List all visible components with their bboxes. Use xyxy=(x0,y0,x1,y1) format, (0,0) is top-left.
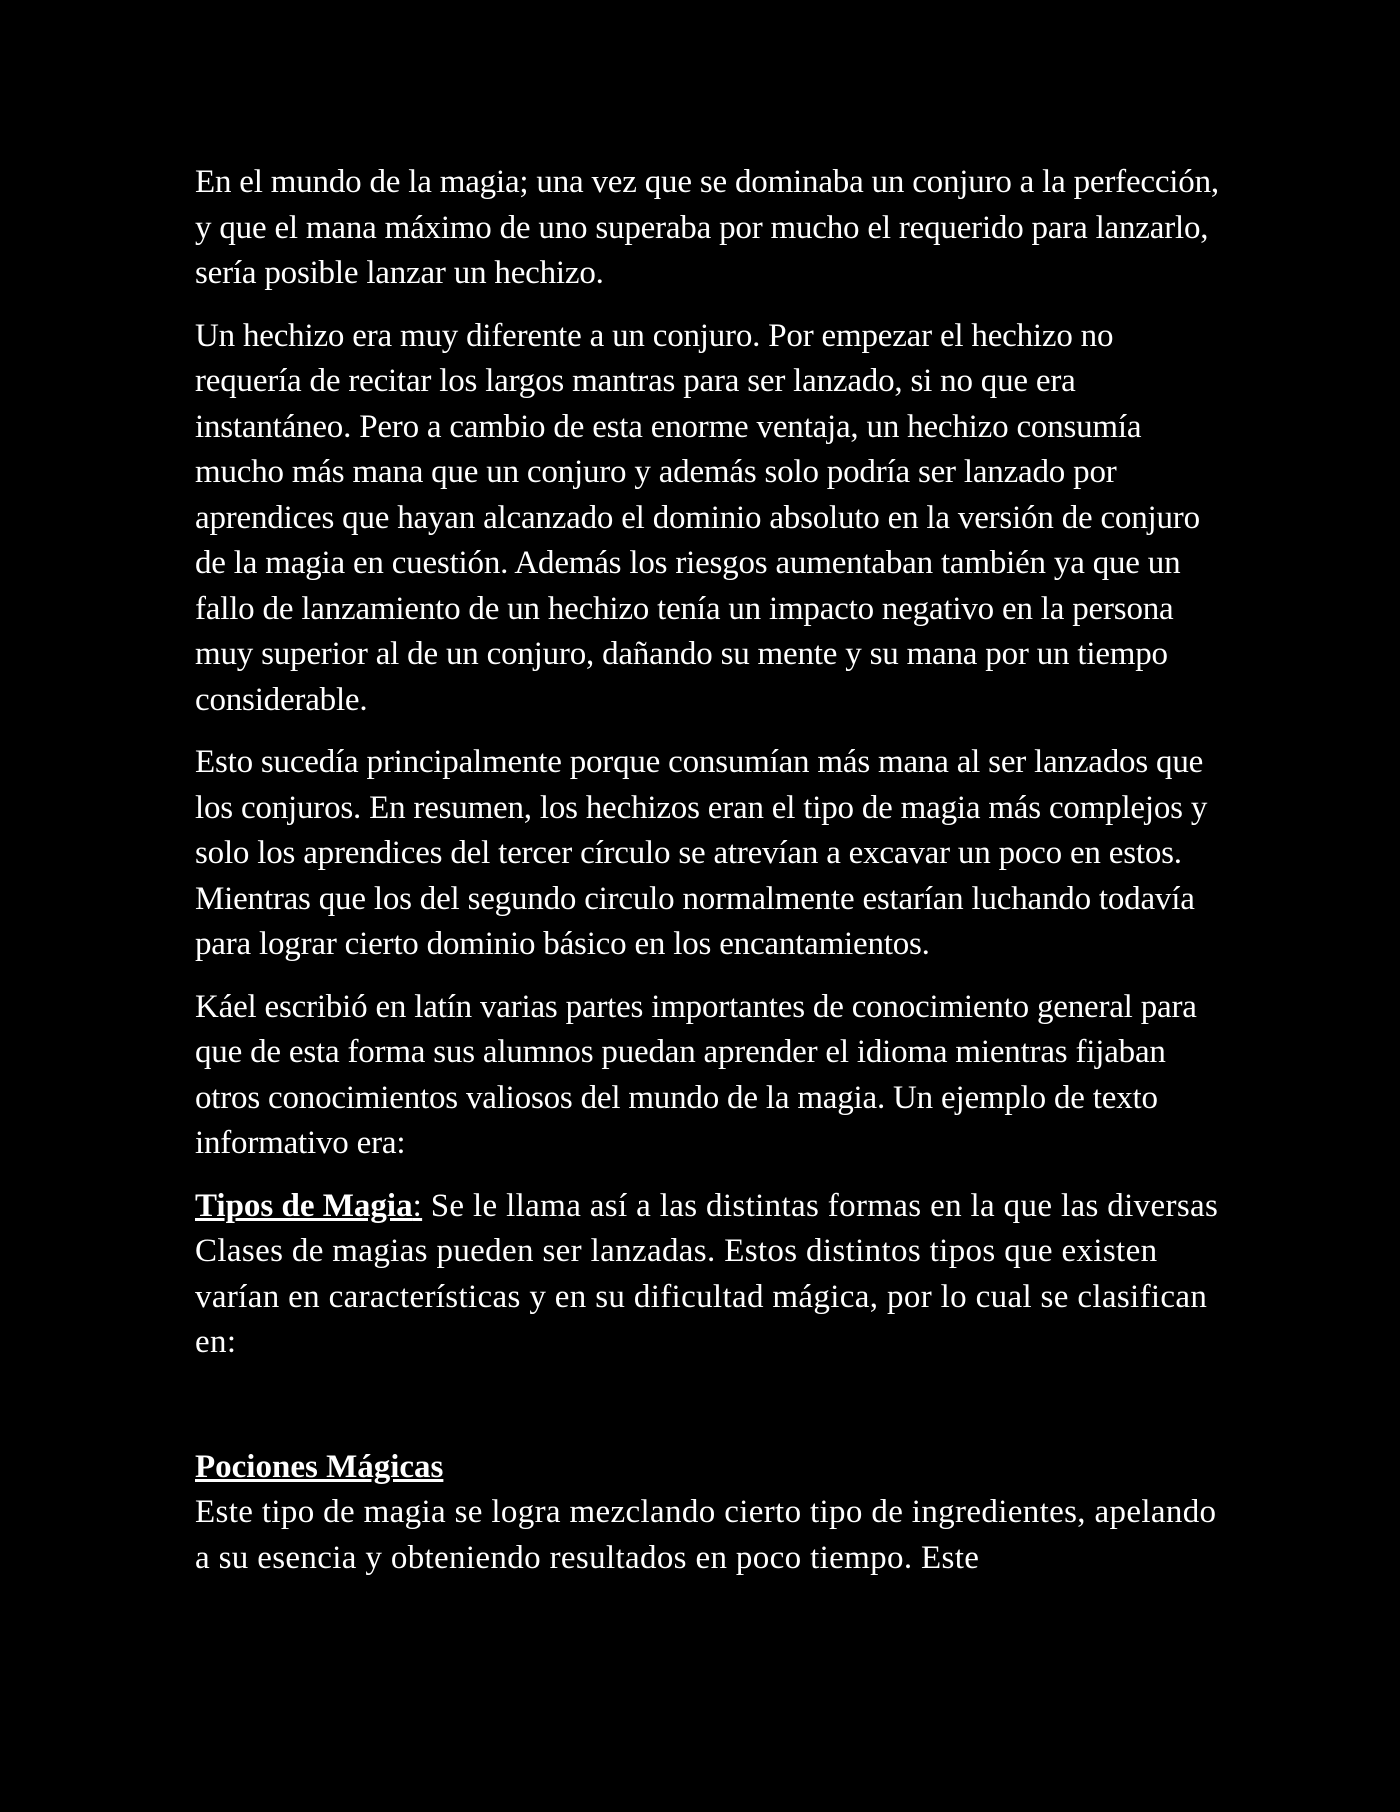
section-text: Este tipo de magia se logra mezclando cierto tipo de ingredientes, apelando a su esencia y obteniendo resultados en poco tiempo. Este xyxy=(195,1494,1217,1576)
definition-colon: : xyxy=(412,1187,423,1224)
section-gap xyxy=(195,1383,1225,1445)
paragraph-4: Káel escribió en latín varias partes importantes de conocimiento general para que de esta forma sus alumnos puedan aprender el idioma mientras fijaban otros conocimientos valiosos del mundo de la magia. Un ejemplo de texto informativo era: xyxy=(195,988,1197,1161)
paragraph-1: En el mundo de la magia; una vez que se dominaba un conjuro a la perfección, y que el mana máximo de uno superaba por mucho el requerido para lanzarlo, sería posible lanzar un hechizo. xyxy=(195,164,1219,291)
text-column xyxy=(195,160,1225,1598)
definition-text: Se le llama así a las distintas formas en la que las diversas Clases de magias pueden ser lanzadas. Estos distintos tipos que existen varían en características y en su dificultad mágica, por lo cual se clasifican en: xyxy=(195,1187,1219,1360)
definition-paragraph xyxy=(195,1184,1225,1366)
section-heading: Pociones Mágicas xyxy=(195,1448,444,1485)
paragraph-2: Un hechizo era muy diferente a un conjuro. Por empezar el hechizo no requería de recitar los largos mantras para ser lanzado, si no que era instantáneo. Pero a cambio de esta enorme ventaja, un hechizo consumía mucho más mana que un conjuro y además solo podría ser lanzado por aprendices que hayan alcanzado el dominio absoluto en la versión de conjuro de la magia en cuestión. Además los riesgos aumentaban también ya que un fallo de lanzamiento de un hechizo tenía un impacto negativo en la persona muy superior al de un conjuro, dañando su mente y su mana por un tiempo considerable. xyxy=(195,317,1200,718)
definition-term: Tipos de Magia xyxy=(195,1187,413,1224)
paragraph-3: Esto sucedía principalmente porque consumían más mana al ser lanzados que los conjuros. En resumen, los hechizos eran el tipo de magia más complejos y solo los aprendices del tercer círculo se atrevían a excavar un poco en estos. Mientras que los del segundo circulo normalmente estarían luchando todavía para lograr cierto dominio básico en los encantamientos. xyxy=(195,744,1208,962)
